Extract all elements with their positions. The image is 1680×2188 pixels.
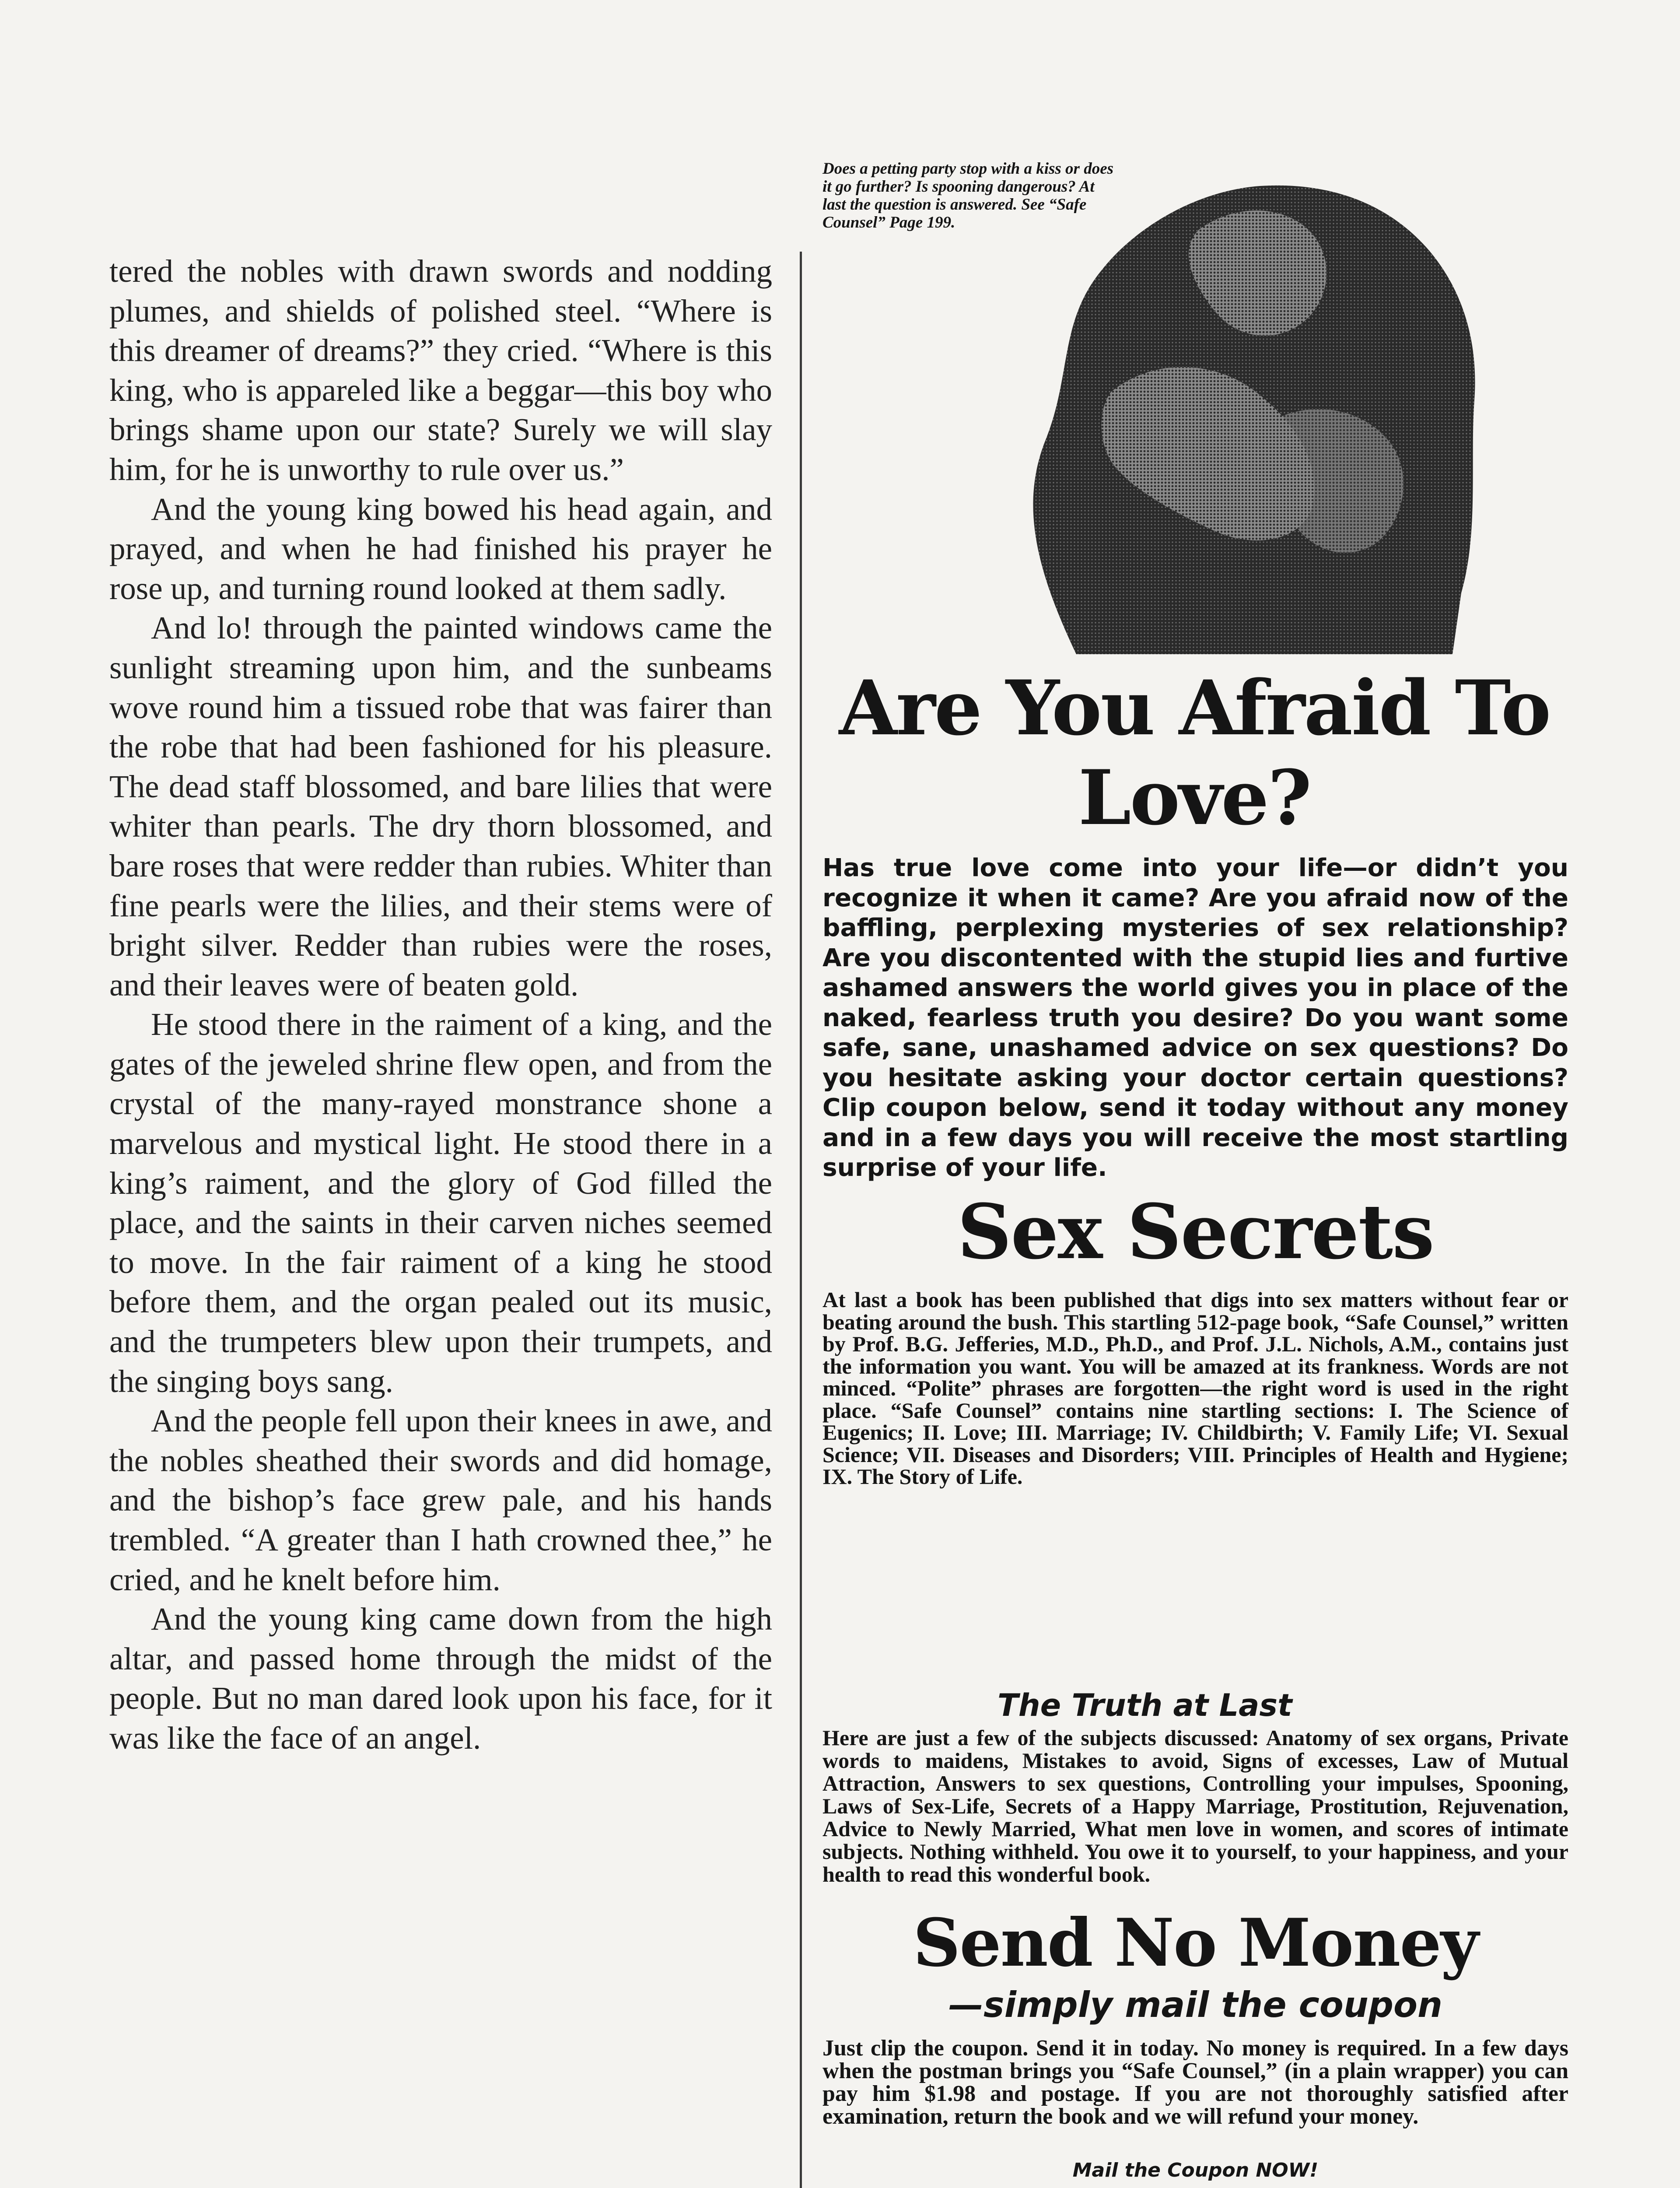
photo-caption: Does a petting party stop with a kiss or does it go further? Is spooning dangerous? At last the question is answered. See “Safe Counsel” Page 199. (822, 160, 1114, 231)
embracing-couple-photo (971, 155, 1488, 654)
subhead-mail-coupon: —simply mail the coupon (948, 1985, 1442, 2025)
headline-afraid-to-love: Are You Afraid To Love? (839, 663, 1550, 842)
offer-text: Just clip the coupon. Send it in today. No money is required. In a few days when the postman brings you “Safe Counsel,” (in a plain wrapper) you can pay him $1.98 and postage. If you are not thoroughly satisfied after examination, return the book and we will refund your money. (822, 2036, 1568, 2129)
ad-intro-text: Has true love come into your life—or didn’t you recognize it when it came? Are you afraid now of the baffling, perplexing mysteries of sex relationship? Are you discontented with the stupid lies and furtive ashamed answers the world gives you in place of the naked, fearless truth you desire? Do you want some safe, sane, unashamed advice on sex questions? Do you hesitate asking your doctor certain questions? Clip coupon below, send it today without any money and in a few days you will receive the most startling surprise of your life. (822, 854, 1568, 1182)
story-paragraph: And the young king bowed his head again, and prayed, and when he had finished his prayer he rose up, and turning round looked at them sadly. (109, 491, 772, 606)
headline-sex-secrets: Sex Secrets (957, 1187, 1434, 1276)
story-column (109, 252, 772, 1758)
story-paragraph: And the young king came down from the high altar, and passed home through the midst of the people. But no man dared look upon his face, for it was like the face of an angel. (109, 1601, 772, 1756)
story-paragraph: And lo! through the painted windows came the sunlight streaming upon him, and the sunbeams wove round him a tissued robe that was fairer than the robe that had been fashioned for his pleasure. The dead staff blossomed, and bare lilies that were whiter than pearls. The dry thorn blossomed, and bare roses that were redder than rubies. Whiter than fine pearls were the lilies, and their stems were of bright silver. Redder than rubies were the roses, and their leaves were of beaten gold. (109, 610, 772, 1003)
subhead-truth-at-last: The Truth at Last (998, 1687, 1292, 1723)
story-paragraph: He stood there in the raiment of a king, and the gates of the jeweled shrine flew open, and from the crystal of the many-rayed monstrance shone a marvelous and mystical light. He stood there in a king’s raiment, and the glory of God filled the place, and the saints in their carven niches seemed to move. In the fair raiment of a king he stood before them, and the organ pealed out its music, and the trumpeters blew upon their trumpets, and the singing boys sang. (109, 1006, 772, 1399)
story-paragraph: And the people fell upon their knees in awe, and the nobles sheathed their swords and did homage, and the bishop’s face grew pale, and his hands trembled. “A greater than I hath crowned thee,” he cried, and he knelt before him. (109, 1403, 772, 1597)
story-paragraph: tered the nobles with drawn swords and nodding plumes, and shields of polished steel. “Where is this dreamer of dreams?” they cried. “Where is this king, who is appareled like a beggar—this boy who brings shame upon our state? Surely we will slay him, for he is unworthy to rule over us.” (109, 253, 772, 487)
book-description-text: At last a book has been published that digs into sex matters without fear or beating around the bush. This startling 512-page book, “Safe Counsel,” written by Prof. B.G. Jefferies, M.D., Ph.D., and Prof. J.L. Nichols, A.M., contains just the information you want. You will be amazed at its frankness. Words are not minced. “Polite” phrases are forgotten—the right word is used in the right place. “Safe Counsel” contains nine startling sections: I. The Science of Eugenics; II. Love; III. Marriage; IV. Childbirth; V. Family Life; VI. Sexual Science; VII. Diseases and Disorders; VIII. Principles of Health and Hygiene; IX. The Story of Life. (822, 1287, 1568, 1489)
subjects-text: Here are just a few of the subjects discussed: Anatomy of sex organs, Private words to maidens, Mistakes to avoid, Signs of excesses, Law of Mutual Attraction, Answers to sex questions, Controlling your impulses, Spooning, Laws of Sex-Life, Secrets of a Happy Marriage, Prostitution, Rejuvenation, Advice to Newly Married, What men love in women, and scores of intimate subjects. Nothing withheld. You owe it to yourself, to your happiness, and your health to read this wonderful book. (822, 1725, 1568, 1886)
column-divider (800, 252, 802, 2188)
headline-send-no-money: Send No Money (913, 1904, 1478, 1981)
mail-coupon-cta: Mail the Coupon NOW! (1072, 2159, 1319, 2181)
